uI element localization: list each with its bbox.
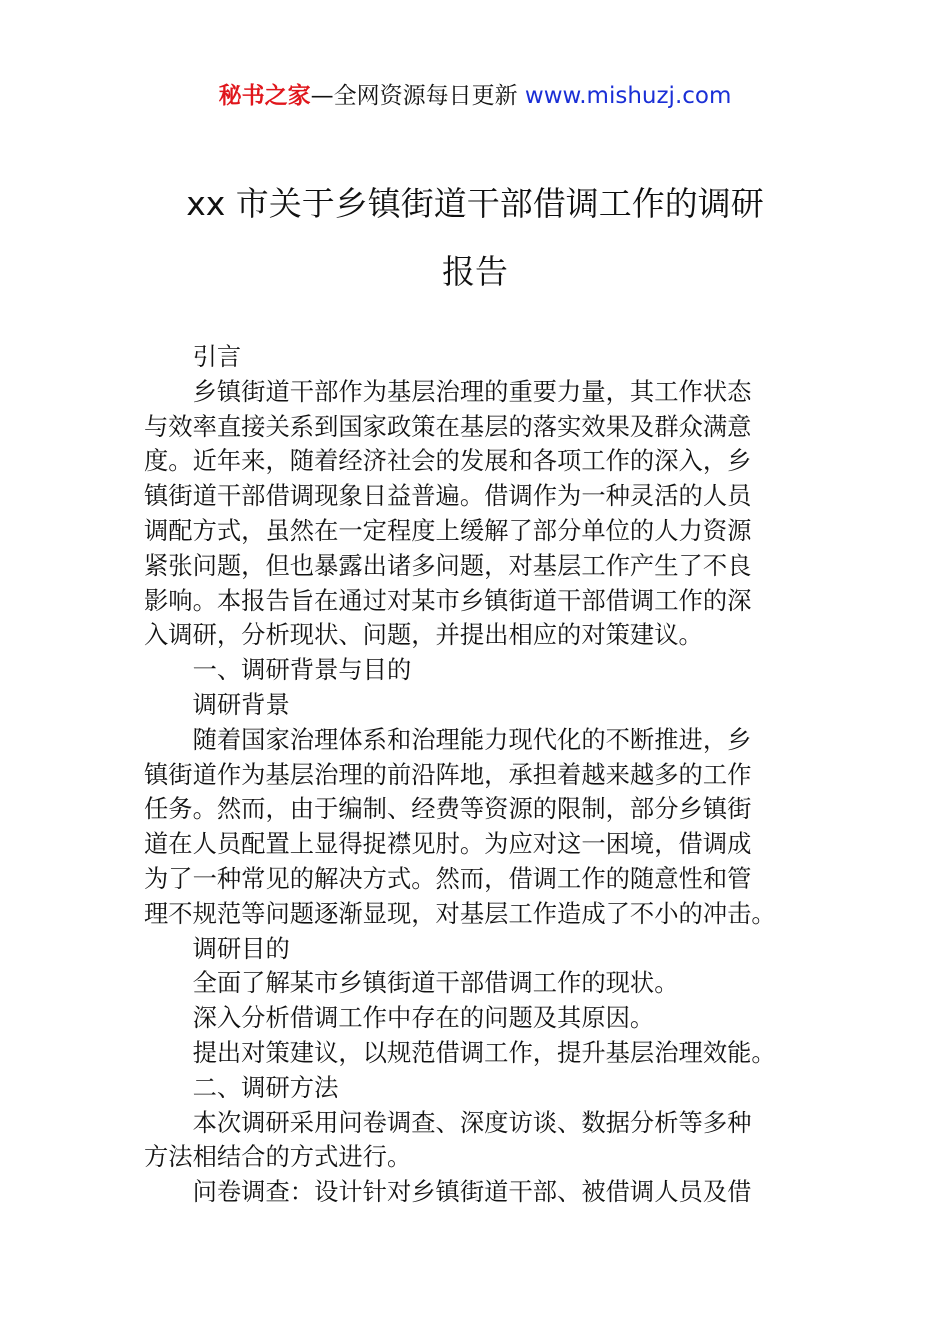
site-header [0,80,950,112]
body-line: 深入分析借调工作中存在的问题及其原因。 [192,1003,655,1033]
body-line: 二、调研方法 [192,1072,339,1102]
body-line: 全面了解某市乡镇街道干部借调工作的现状。 [192,968,679,998]
body-line: 入调研，分析现状、问题，并提出相应的对策建议。 [144,620,703,650]
body-line: 调配方式，虽然在一定程度上缓解了部分单位的人力资源 [144,515,752,545]
document-title-line-2: 报告 [442,252,508,291]
body-line: 乡镇街道干部作为基层治理的重要力量，其工作状态 [192,376,752,406]
header-slogan: —全网资源每日更新 [310,83,525,109]
body-line: 影响。本报告旨在通过对某市乡镇街道干部借调工作的深 [144,585,752,615]
body-line: 镇街道作为基层治理的前沿阵地，承担着越来越多的工作 [144,759,752,789]
document-title-line-1: xx 市关于乡镇街道干部借调工作的调研 [186,184,764,223]
brand-name: 秘书之家 [218,83,311,109]
body-line: 引言 [192,342,242,371]
body-line: 与效率直接关系到国家政策在基层的落实效果及群众满意 [144,411,752,441]
body-line: 道在人员配置上显得捉襟见肘。为应对这一困境，借调成 [144,829,752,859]
body-line: 一、调研背景与目的 [192,655,412,685]
body-line: 为了一种常见的解决方式。然而，借调工作的随意性和管 [144,863,752,893]
body-line: 提出对策建议，以规范借调工作，提升基层治理效能。 [192,1037,776,1067]
body-line: 本次调研采用问卷调查、深度访谈、数据分析等多种 [192,1107,752,1137]
body-line: 镇街道干部借调现象日益普遍。借调作为一种灵活的人员 [144,481,752,511]
body-line: 方法相结合的方式进行。 [144,1142,412,1172]
body-line: 任务。然而，由于编制、经费等资源的限制，部分乡镇街 [144,794,752,824]
body-line: 调研目的 [192,933,290,963]
site-url-link[interactable]: www.mishuzj.com [524,83,732,109]
body-line: 问卷调查：设计针对乡镇街道干部、被借调人员及借 [192,1177,752,1207]
document-body [144,340,809,1210]
body-line: 度。近年来，随着经济社会的发展和各项工作的深入，乡 [144,446,752,476]
body-line: 理不规范等问题逐渐显现，对基层工作造成了不小的冲击。 [144,898,776,928]
body-line: 紧张问题，但也暴露出诸多问题，对基层工作产生了不良 [144,550,752,580]
body-line: 随着国家治理体系和治理能力现代化的不断推进，乡 [192,724,752,754]
body-line: 调研背景 [192,689,290,719]
